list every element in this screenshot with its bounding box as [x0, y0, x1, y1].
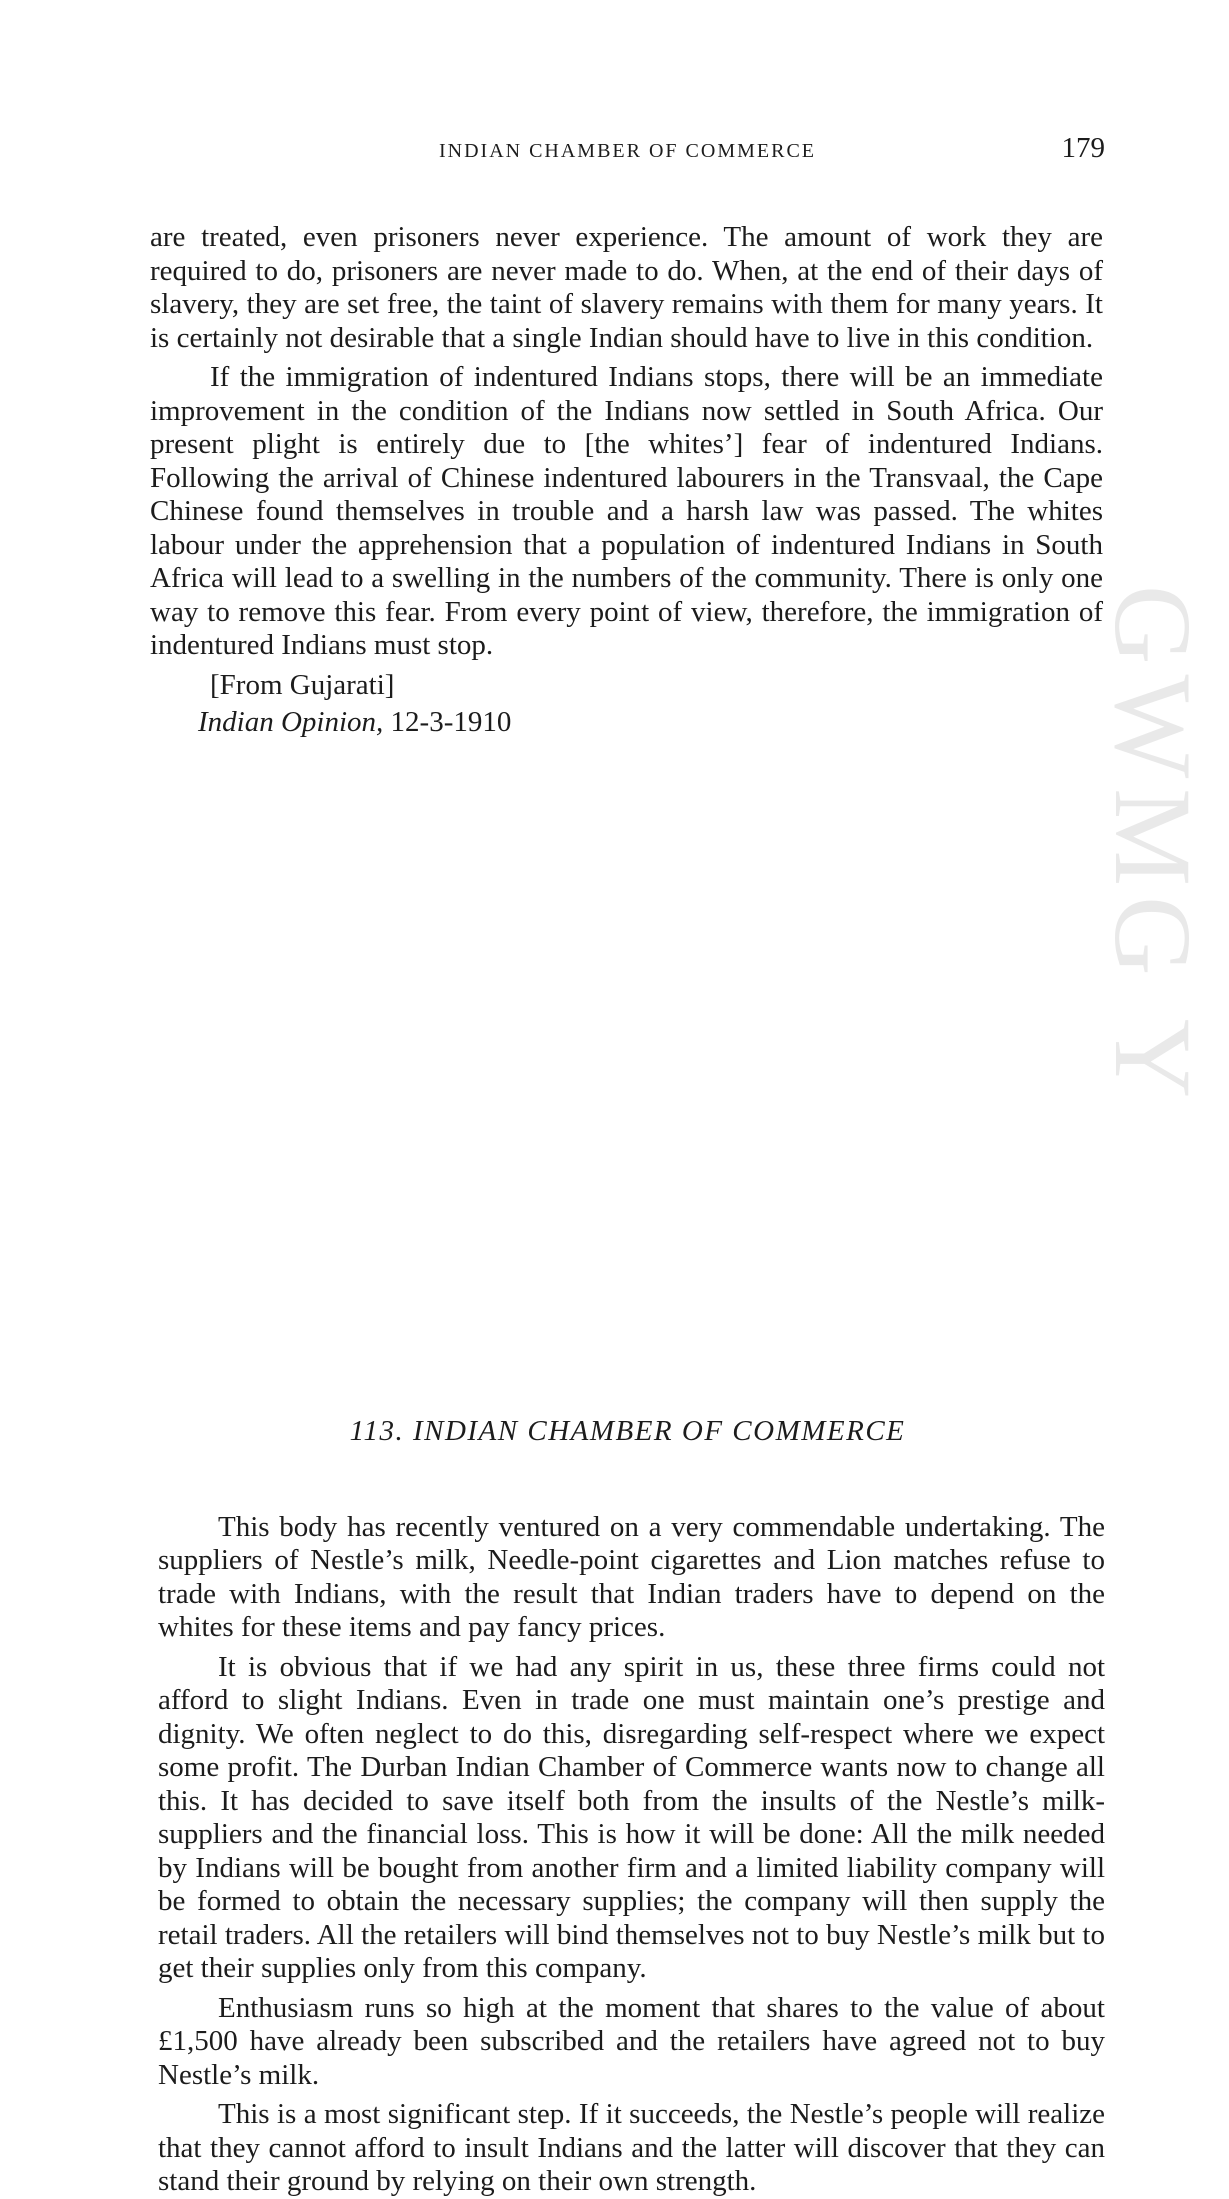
body-paragraph: are treated, even prisoners never experience. The amount of work they are required to do, prisoners are never made to do. When, at the end of their days of slavery, they are set free, the taint of slavery remains with them for many years. It is certainly not desirable that a single Indian should have to live in this condition. — [150, 221, 1103, 354]
page-number: 179 — [1061, 132, 1105, 164]
body-paragraph: Enthusiasm runs so high at the moment that shares to the value of about £1,500 have already been subscribed and the retailers have agreed not to buy Nestle’s milk. — [158, 1991, 1105, 2091]
continued-article — [150, 221, 1103, 740]
running-title: INDIAN CHAMBER OF COMMERCE — [438, 140, 817, 162]
body-paragraph: It is obvious that if we had any spirit in us, these three firms could not afford to slight Indians. Even in trade one must maintain one’s prestige and dignity. We often neglect to do this, disregarding self-respect where we expect some profit. The Durban Indian Chamber of Commerce wants now to change all this. It has decided to save itself both from the insults of the Nestle’s milk-suppliers and the financial loss. This is how it will be done: All the milk needed by Indians will be bought from another firm and a limited liability company will be formed to obtain the necessary supplies; the company will then supply the retail traders. All the retailers will bind themselves not to buy Nestle’s milk but to get their supplies only from this company. — [158, 1650, 1105, 1984]
section-heading: 113. INDIAN CHAMBER OF COMMERCE — [349, 1414, 906, 1447]
source-note: [From Gujarati] — [210, 668, 395, 701]
running-header — [150, 132, 1105, 176]
citation — [198, 706, 1103, 740]
citation-publication: Indian Opinion, — [198, 706, 384, 738]
body-paragraph: If the immigration of indentured Indians stops, there will be an immediate improvement in the condition of the Indians now settled in South Africa. Our present plight is entirely due to [the whites’] fear of indentured Indians. Following the arrival of Chinese indentured labourers in the Transvaal, the Cape Chinese found themselves in trouble and a harsh law was passed. The whites labour under the apprehension that a population of indentured Indians in South Africa will lead to a swelling in the numbers of the community. There is only one way to remove this fear. From every point of view, therefore, the immigration of indentured Indians must stop. — [150, 361, 1103, 661]
section-body — [158, 1511, 1105, 2199]
citation-date: 12-3-1910 — [390, 706, 512, 738]
body-paragraph: This body has recently ventured on a very commendable undertaking. The suppliers of Nestle’s milk, Needle-point cigarettes and Lion matches refuse to trade with Indians, with the result that Indian traders have to depend on the whites for these items and pay fancy prices. — [158, 1510, 1105, 1643]
body-paragraph: This is a most significant step. If it succeeds, the Nestle’s people will realize that they cannot afford to insult Indians and the latter will discover that they can stand their ground by relying on their own strength. — [158, 2098, 1105, 2197]
watermark: GWMG Y — [1092, 585, 1214, 1109]
